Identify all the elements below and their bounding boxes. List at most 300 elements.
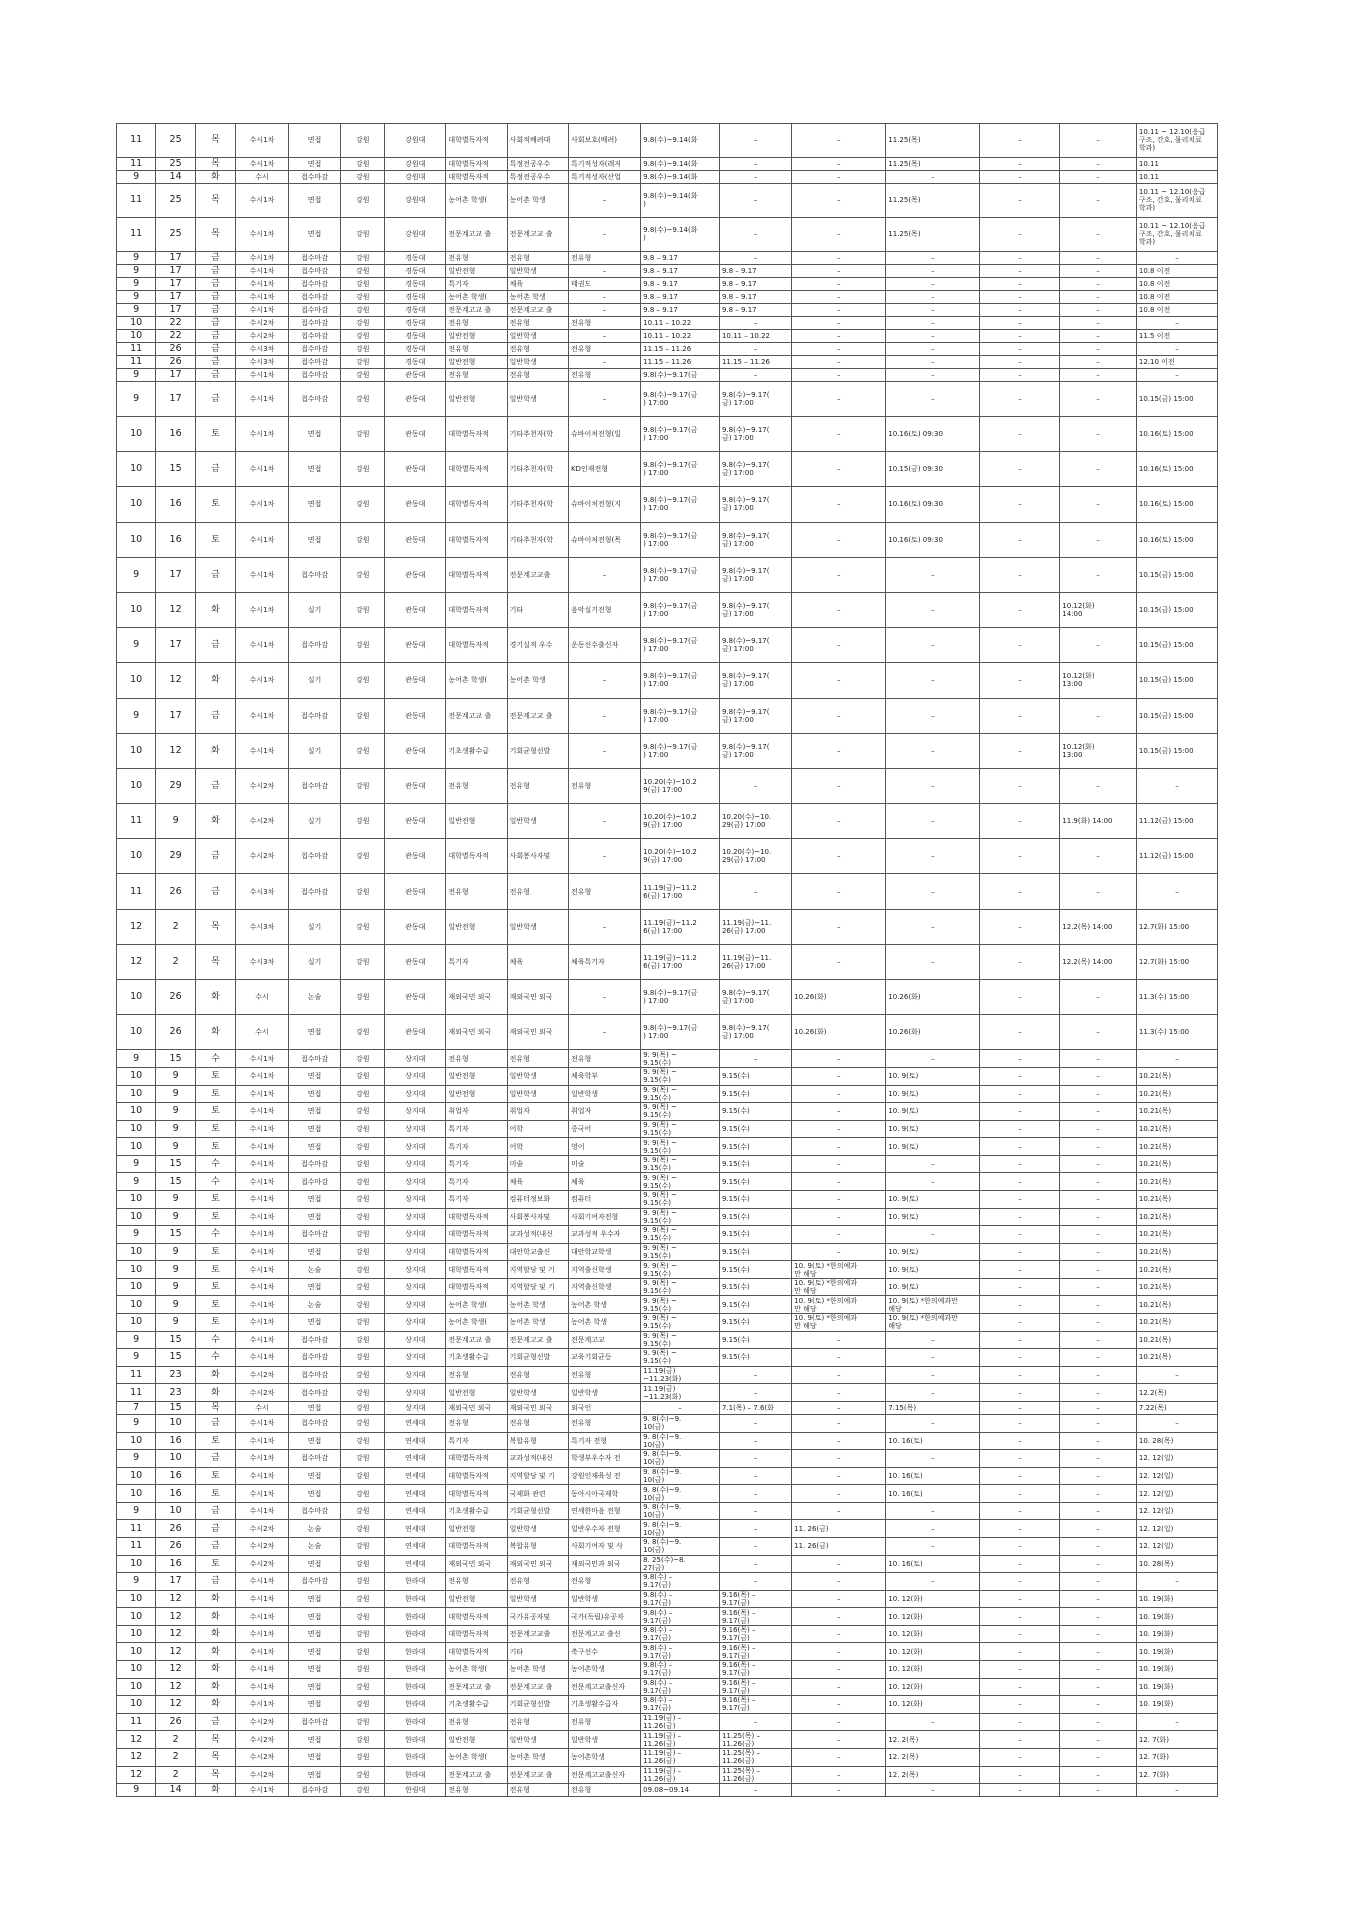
- cell-document-deadline: 9.16(목) – 9.17(금): [719, 1678, 791, 1696]
- cell-sub-type: 특기적성자(레저: [568, 157, 640, 170]
- cell-weekday: 토: [195, 1485, 235, 1503]
- cell-announcement: 7.22(목): [1136, 1401, 1217, 1414]
- cell-exam-date-2: –: [886, 1155, 980, 1173]
- cell-exam-date-2: –: [886, 1573, 980, 1591]
- cell-weekday: 화: [195, 1661, 235, 1679]
- cell-admission-type: 재외국민 외국: [446, 1015, 507, 1050]
- cell-admission-type: 일반전형: [446, 264, 507, 277]
- table-row: [117, 1414, 1218, 1432]
- cell-admission-type: 전유형: [446, 316, 507, 329]
- cell-admission-type: 일반전형: [446, 804, 507, 839]
- cell-region: 강원: [341, 1414, 385, 1432]
- table-row: [117, 1296, 1218, 1314]
- cell-sub-type: 사회보호(배려): [568, 124, 640, 158]
- cell-round: 수시1차: [236, 1661, 289, 1679]
- cell-sub-type: 축구선수: [568, 1643, 640, 1661]
- cell-stage: 접수마감: [288, 1573, 341, 1591]
- cell-admission-type: 대학별독자적: [446, 1261, 507, 1279]
- cell-application-period: 9. 8(수)~9. 10(금): [641, 1520, 720, 1538]
- cell-region: 강원: [341, 1050, 385, 1068]
- cell-exam-date-1: –: [792, 1226, 886, 1244]
- cell-region: 강원: [341, 663, 385, 698]
- table-row: [117, 157, 1218, 170]
- cell-exam-date-2: 10.15(금) 09:30: [886, 452, 980, 487]
- cell-university: 연세대: [385, 1520, 446, 1538]
- cell-stage: 면접: [288, 1748, 341, 1766]
- cell-exam-date-1: –: [792, 909, 886, 944]
- cell-admission-type: 대학별독자적: [446, 839, 507, 874]
- cell-university: 상지대: [385, 1155, 446, 1173]
- cell-region: 강원: [341, 1191, 385, 1209]
- cell-extra-date: –: [980, 1138, 1060, 1156]
- cell-exam-date-1: 10.26(화): [792, 980, 886, 1015]
- cell-month: 10: [117, 522, 156, 557]
- cell-announcement: 10.15(금) 15:00: [1136, 557, 1217, 592]
- cell-application-period: 9. 9(목) ~ 9.15(수): [641, 1314, 720, 1332]
- cell-practical-date: –: [1060, 329, 1137, 342]
- cell-detail-type: 농어촌 학생: [507, 183, 568, 217]
- cell-stage: 면접: [288, 124, 341, 158]
- cell-extra-date: –: [980, 1678, 1060, 1696]
- cell-exam-date-1: –: [792, 733, 886, 768]
- table-row: [117, 1450, 1218, 1468]
- table-row: [117, 251, 1218, 264]
- cell-region: 강원: [341, 452, 385, 487]
- cell-weekday: 목: [195, 217, 235, 251]
- cell-exam-date-1: –: [792, 1766, 886, 1784]
- cell-extra-date: –: [980, 628, 1060, 663]
- cell-university: 관동대: [385, 663, 446, 698]
- cell-stage: 접수마감: [288, 1226, 341, 1244]
- cell-announcement: 10. 19(화): [1136, 1661, 1217, 1679]
- cell-extra-date: –: [980, 290, 1060, 303]
- cell-practical-date: 11.9(화) 14:00: [1060, 804, 1137, 839]
- cell-exam-date-2: 10. 9(토): [886, 1191, 980, 1209]
- cell-stage: 논술: [288, 980, 341, 1015]
- cell-admission-type: 일반전형: [446, 329, 507, 342]
- cell-stage: 면접: [288, 1608, 341, 1626]
- table-row: [117, 1731, 1218, 1749]
- cell-sub-type: 전문계고교출신자: [568, 1678, 640, 1696]
- cell-exam-date-1: –: [792, 944, 886, 979]
- cell-day: 17: [156, 628, 195, 663]
- cell-day: 9: [156, 1191, 195, 1209]
- cell-university: 관동대: [385, 592, 446, 627]
- cell-round: 수시2차: [236, 329, 289, 342]
- cell-practical-date: –: [1060, 170, 1137, 183]
- cell-announcement: –: [1136, 874, 1217, 909]
- table-row: [117, 909, 1218, 944]
- cell-practical-date: –: [1060, 1784, 1137, 1797]
- cell-round: 수시3차: [236, 909, 289, 944]
- cell-weekday: 목: [195, 909, 235, 944]
- table-row: [117, 1643, 1218, 1661]
- table-row: [117, 329, 1218, 342]
- cell-stage: 접수마감: [288, 1384, 341, 1402]
- cell-region: 강원: [341, 1208, 385, 1226]
- cell-extra-date: –: [980, 804, 1060, 839]
- cell-sub-type: –: [568, 733, 640, 768]
- cell-sub-type: –: [568, 698, 640, 733]
- cell-document-deadline: –: [719, 157, 791, 170]
- cell-announcement: 10.8 이전: [1136, 290, 1217, 303]
- cell-exam-date-1: –: [792, 329, 886, 342]
- cell-stage: 접수마감: [288, 874, 341, 909]
- cell-practical-date: –: [1060, 1331, 1137, 1349]
- cell-round: 수시1차: [236, 1608, 289, 1626]
- cell-extra-date: –: [980, 264, 1060, 277]
- cell-region: 강원: [341, 1278, 385, 1296]
- cell-application-period: 9. 9(목) ~ 9.15(수): [641, 1278, 720, 1296]
- cell-round: 수시2차: [236, 1520, 289, 1538]
- cell-weekday: 화: [195, 1784, 235, 1797]
- cell-sub-type: –: [568, 329, 640, 342]
- cell-admission-type: 대학별독자적: [446, 1208, 507, 1226]
- cell-extra-date: –: [980, 944, 1060, 979]
- cell-region: 강원: [341, 592, 385, 627]
- cell-extra-date: –: [980, 698, 1060, 733]
- cell-exam-date-1: 10. 9(토) *한의예과 만 해당: [792, 1261, 886, 1279]
- cell-round: 수시2차: [236, 768, 289, 803]
- cell-exam-date-1: –: [792, 264, 886, 277]
- cell-exam-date-2: 10. 9(토): [886, 1138, 980, 1156]
- cell-exam-date-2: –: [886, 355, 980, 368]
- cell-sub-type: 학생부우수자 전: [568, 1450, 640, 1468]
- cell-extra-date: –: [980, 1085, 1060, 1103]
- cell-sub-type: –: [568, 303, 640, 316]
- cell-document-deadline: 11.15 – 11.26: [719, 355, 791, 368]
- cell-practical-date: –: [1060, 1573, 1137, 1591]
- cell-detail-type: 사회봉사자및: [507, 1208, 568, 1226]
- cell-region: 강원: [341, 1432, 385, 1450]
- cell-detail-type: 농어촌 학생: [507, 1296, 568, 1314]
- cell-sub-type: 지역출신학생: [568, 1278, 640, 1296]
- cell-day: 22: [156, 329, 195, 342]
- cell-month: 12: [117, 1748, 156, 1766]
- cell-admission-type: 대학별독자적: [446, 124, 507, 158]
- cell-exam-date-2: –: [886, 1384, 980, 1402]
- cell-university: 관동대: [385, 698, 446, 733]
- cell-month: 11: [117, 217, 156, 251]
- cell-university: 관동대: [385, 980, 446, 1015]
- cell-sub-type: –: [568, 980, 640, 1015]
- cell-sub-type: 일반학생: [568, 1590, 640, 1608]
- cell-exam-date-2: 10. 12(화): [886, 1625, 980, 1643]
- cell-exam-date-1: –: [792, 1784, 886, 1797]
- cell-day: 17: [156, 303, 195, 316]
- cell-day: 17: [156, 277, 195, 290]
- cell-admission-type: 일반전형: [446, 1067, 507, 1085]
- cell-exam-date-2: 10. 12(화): [886, 1678, 980, 1696]
- cell-application-period: 10.11 – 10.22: [641, 316, 720, 329]
- cell-round: 수시1차: [236, 1502, 289, 1520]
- cell-month: 10: [117, 1467, 156, 1485]
- cell-application-period: 9. 8(수)~9. 10(금): [641, 1485, 720, 1503]
- cell-round: 수시1차: [236, 368, 289, 381]
- cell-round: 수시1차: [236, 698, 289, 733]
- cell-month: 9: [117, 170, 156, 183]
- cell-stage: 면접: [288, 1467, 341, 1485]
- cell-announcement: 10.8 이전: [1136, 264, 1217, 277]
- cell-round: 수시1차: [236, 452, 289, 487]
- cell-university: 관동대: [385, 733, 446, 768]
- cell-sub-type: –: [568, 909, 640, 944]
- cell-announcement: 12.2(목): [1136, 1384, 1217, 1402]
- cell-extra-date: –: [980, 980, 1060, 1015]
- cell-practical-date: –: [1060, 522, 1137, 557]
- cell-detail-type: 전유형: [507, 251, 568, 264]
- cell-sub-type: 전유형: [568, 342, 640, 355]
- cell-detail-type: 전유형: [507, 1713, 568, 1731]
- cell-month: 10: [117, 316, 156, 329]
- cell-region: 강원: [341, 316, 385, 329]
- cell-region: 강원: [341, 355, 385, 368]
- cell-month: 9: [117, 381, 156, 416]
- cell-document-deadline: –: [719, 1384, 791, 1402]
- cell-exam-date-1: –: [792, 1502, 886, 1520]
- cell-sub-type: 교과성적 우수자: [568, 1226, 640, 1244]
- cell-day: 10: [156, 1450, 195, 1468]
- cell-sub-type: KD인재전형: [568, 452, 640, 487]
- cell-detail-type: 체육: [507, 1173, 568, 1191]
- cell-weekday: 수: [195, 1050, 235, 1068]
- cell-round: 수시1차: [236, 277, 289, 290]
- cell-admission-type: 대학별독자적: [446, 452, 507, 487]
- cell-detail-type: 일반학생: [507, 1085, 568, 1103]
- cell-university: 관동대: [385, 452, 446, 487]
- cell-round: 수시1차: [236, 522, 289, 557]
- cell-month: 10: [117, 1625, 156, 1643]
- cell-month: 10: [117, 1191, 156, 1209]
- cell-admission-type: 대학별독자적: [446, 170, 507, 183]
- cell-exam-date-1: 11. 26(금): [792, 1538, 886, 1556]
- cell-stage: 면접: [288, 1314, 341, 1332]
- cell-round: 수시2차: [236, 1538, 289, 1556]
- cell-announcement: 11.12(금) 15:00: [1136, 839, 1217, 874]
- cell-region: 강원: [341, 557, 385, 592]
- cell-application-period: 11.19(금)~11.2 6(금) 17:00: [641, 909, 720, 944]
- cell-exam-date-1: –: [792, 157, 886, 170]
- cell-day: 9: [156, 1314, 195, 1332]
- cell-exam-date-2: 10. 12(화): [886, 1696, 980, 1714]
- cell-application-period: 9.8(수)~9.17(금 ) 17:00: [641, 592, 720, 627]
- cell-extra-date: –: [980, 1590, 1060, 1608]
- cell-extra-date: –: [980, 1538, 1060, 1556]
- cell-round: 수시: [236, 980, 289, 1015]
- cell-sub-type: 특기자 전형: [568, 1432, 640, 1450]
- cell-exam-date-2: –: [886, 1414, 980, 1432]
- cell-stage: 접수마감: [288, 251, 341, 264]
- cell-detail-type: 전유형: [507, 1573, 568, 1591]
- cell-day: 12: [156, 1625, 195, 1643]
- cell-month: 10: [117, 663, 156, 698]
- cell-month: 10: [117, 1678, 156, 1696]
- cell-region: 강원: [341, 183, 385, 217]
- cell-application-period: 10.20(수)~10.2 9(금) 17:00: [641, 839, 720, 874]
- cell-detail-type: 대안학교출신: [507, 1243, 568, 1261]
- cell-exam-date-1: –: [792, 1608, 886, 1626]
- cell-round: 수시1차: [236, 303, 289, 316]
- cell-detail-type: 일반학생: [507, 1067, 568, 1085]
- cell-stage: 접수마감: [288, 1349, 341, 1367]
- cell-announcement: 10.21(목): [1136, 1103, 1217, 1121]
- cell-detail-type: 지역할당 및 기: [507, 1278, 568, 1296]
- cell-region: 강원: [341, 217, 385, 251]
- cell-month: 9: [117, 1784, 156, 1797]
- cell-practical-date: –: [1060, 1713, 1137, 1731]
- cell-weekday: 금: [195, 1502, 235, 1520]
- cell-exam-date-1: –: [792, 663, 886, 698]
- cell-extra-date: –: [980, 1314, 1060, 1332]
- cell-month: 10: [117, 1015, 156, 1050]
- cell-practical-date: –: [1060, 1173, 1137, 1191]
- cell-practical-date: –: [1060, 1208, 1137, 1226]
- cell-practical-date: –: [1060, 368, 1137, 381]
- cell-round: 수시1차: [236, 1590, 289, 1608]
- cell-exam-date-2: –: [886, 1226, 980, 1244]
- cell-exam-date-1: –: [792, 487, 886, 522]
- cell-exam-date-1: –: [792, 1349, 886, 1367]
- cell-sub-type: 교육기회균등: [568, 1349, 640, 1367]
- cell-sub-type: –: [568, 264, 640, 277]
- cell-detail-type: 전문계고교출: [507, 1625, 568, 1643]
- cell-document-deadline: 9.16(목) – 9.17(금): [719, 1625, 791, 1643]
- cell-extra-date: –: [980, 342, 1060, 355]
- table-row: [117, 1502, 1218, 1520]
- cell-university: 한라대: [385, 1731, 446, 1749]
- cell-round: 수시2차: [236, 1766, 289, 1784]
- cell-exam-date-1: –: [792, 1661, 886, 1679]
- cell-practical-date: –: [1060, 1485, 1137, 1503]
- cell-stage: 면접: [288, 1555, 341, 1573]
- cell-exam-date-2: –: [886, 1173, 980, 1191]
- cell-practical-date: –: [1060, 342, 1137, 355]
- cell-day: 12: [156, 592, 195, 627]
- cell-practical-date: –: [1060, 874, 1137, 909]
- cell-exam-date-2: 10. 9(토): [886, 1103, 980, 1121]
- cell-exam-date-2: 12. 2(목): [886, 1766, 980, 1784]
- cell-region: 강원: [341, 1643, 385, 1661]
- cell-region: 강원: [341, 157, 385, 170]
- cell-admission-type: 기초생활수급: [446, 733, 507, 768]
- cell-sub-type: 농어촌학생: [568, 1661, 640, 1679]
- table-row: [117, 1520, 1218, 1538]
- cell-month: 11: [117, 1538, 156, 1556]
- cell-detail-type: 농어촌 학생: [507, 1748, 568, 1766]
- cell-detail-type: 농어촌 학생: [507, 290, 568, 303]
- cell-detail-type: 전유형: [507, 1050, 568, 1068]
- cell-exam-date-2: –: [886, 557, 980, 592]
- cell-document-deadline: 9.15(수): [719, 1067, 791, 1085]
- cell-day: 23: [156, 1366, 195, 1384]
- cell-exam-date-2: –: [886, 381, 980, 416]
- cell-announcement: 10.21(목): [1136, 1261, 1217, 1279]
- cell-detail-type: 재외국민 외국: [507, 1015, 568, 1050]
- cell-application-period: 11.19(금) – 11.26(금): [641, 1748, 720, 1766]
- cell-admission-type: 전유형: [446, 1784, 507, 1797]
- cell-weekday: 수: [195, 1155, 235, 1173]
- cell-announcement: –: [1136, 251, 1217, 264]
- cell-month: 10: [117, 1643, 156, 1661]
- cell-region: 강원: [341, 698, 385, 733]
- cell-exam-date-2: 12. 2(목): [886, 1731, 980, 1749]
- cell-announcement: 10.21(목): [1136, 1226, 1217, 1244]
- cell-detail-type: 일반학생: [507, 804, 568, 839]
- cell-round: 수시2차: [236, 1384, 289, 1402]
- cell-region: 강원: [341, 1766, 385, 1784]
- cell-weekday: 화: [195, 733, 235, 768]
- cell-university: 한라대: [385, 1573, 446, 1591]
- cell-weekday: 금: [195, 355, 235, 368]
- cell-round: 수시2차: [236, 804, 289, 839]
- cell-round: 수시1차: [236, 217, 289, 251]
- cell-region: 강원: [341, 839, 385, 874]
- cell-university: 강원대: [385, 170, 446, 183]
- cell-application-period: 9. 8(수)~9. 10(금): [641, 1450, 720, 1468]
- table-row: [117, 1661, 1218, 1679]
- cell-stage: 접수마감: [288, 768, 341, 803]
- cell-admission-type: 대학별독자적: [446, 1485, 507, 1503]
- cell-extra-date: –: [980, 1661, 1060, 1679]
- cell-stage: 실기: [288, 804, 341, 839]
- cell-admission-type: 대학별독자적: [446, 157, 507, 170]
- cell-document-deadline: 9.15(수): [719, 1208, 791, 1226]
- cell-sub-type: –: [568, 663, 640, 698]
- cell-university: 한라대: [385, 1590, 446, 1608]
- cell-sub-type: 전유형: [568, 251, 640, 264]
- cell-document-deadline: 10.11 – 10.22: [719, 329, 791, 342]
- table-row: [117, 980, 1218, 1015]
- cell-practical-date: –: [1060, 1520, 1137, 1538]
- cell-admission-type: 일반전형: [446, 355, 507, 368]
- cell-detail-type: 전문계고교출: [507, 557, 568, 592]
- cell-weekday: 목: [195, 1401, 235, 1414]
- cell-admission-type: 특기자: [446, 1191, 507, 1209]
- cell-stage: 접수마감: [288, 628, 341, 663]
- cell-document-deadline: 9.8(수)~9.17( 금) 17:00: [719, 663, 791, 698]
- cell-university: 한라대: [385, 1661, 446, 1679]
- cell-exam-date-1: –: [792, 452, 886, 487]
- cell-practical-date: –: [1060, 1314, 1137, 1332]
- cell-stage: 접수마감: [288, 557, 341, 592]
- cell-day: 15: [156, 1401, 195, 1414]
- cell-round: 수시1차: [236, 1067, 289, 1085]
- cell-month: 10: [117, 487, 156, 522]
- cell-region: 강원: [341, 522, 385, 557]
- cell-detail-type: 체육: [507, 944, 568, 979]
- cell-detail-type: 국가유공자및: [507, 1608, 568, 1626]
- cell-application-period: 9.8(수)~9.17(금 ) 17:00: [641, 628, 720, 663]
- cell-document-deadline: –: [719, 1573, 791, 1591]
- cell-extra-date: –: [980, 1502, 1060, 1520]
- cell-sub-type: 운동선수출신자: [568, 628, 640, 663]
- cell-round: 수시1차: [236, 1450, 289, 1468]
- cell-day: 17: [156, 1573, 195, 1591]
- cell-university: 관동대: [385, 1015, 446, 1050]
- cell-sub-type: 기초생활수급자: [568, 1696, 640, 1714]
- cell-region: 강원: [341, 1261, 385, 1279]
- cell-announcement: 11.5 이전: [1136, 329, 1217, 342]
- cell-day: 15: [156, 452, 195, 487]
- cell-month: 9: [117, 251, 156, 264]
- table-row: [117, 381, 1218, 416]
- cell-practical-date: 12.2(목) 14:00: [1060, 909, 1137, 944]
- cell-stage: 면접: [288, 1590, 341, 1608]
- cell-sub-type: 전유형: [568, 874, 640, 909]
- cell-exam-date-2: –: [886, 839, 980, 874]
- cell-exam-date-1: –: [792, 1450, 886, 1468]
- table-row: [117, 217, 1218, 251]
